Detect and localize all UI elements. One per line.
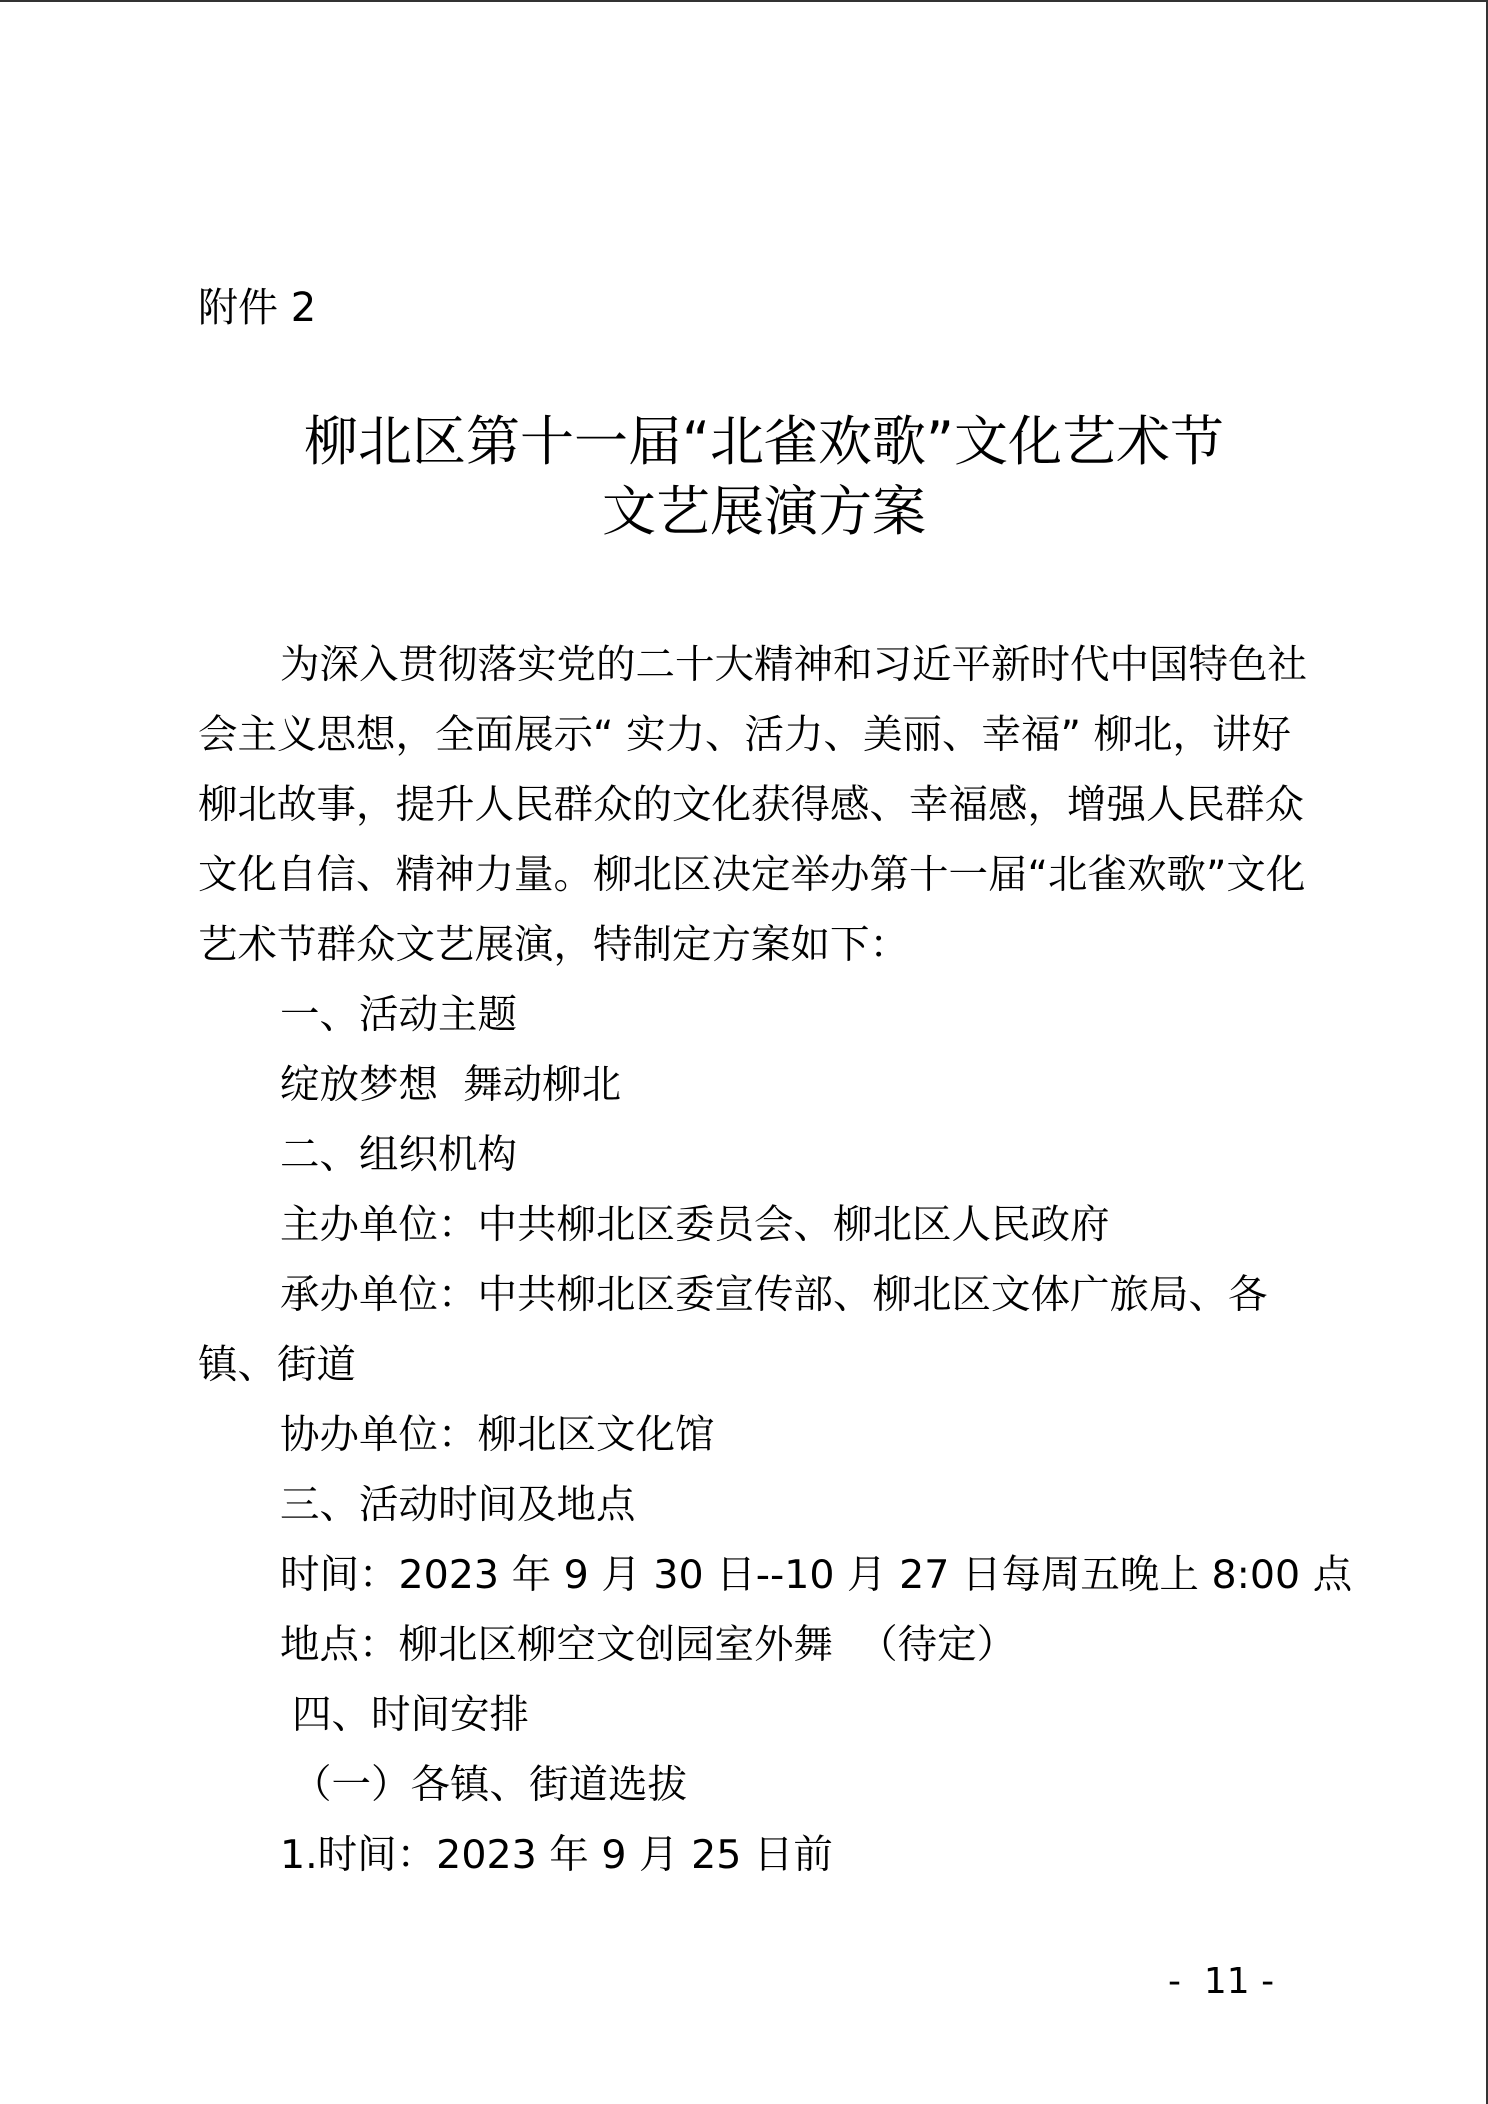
organizer-unit: 承办单位：中共柳北区委宣传部、柳北区文体广旅局、各镇、街道 (198, 1272, 1268, 1388)
document-body (198, 630, 1353, 1890)
intro-paragraph: 为深入贯彻落实党的二十大精神和习近平新时代中国特色社会主义思想，全面展示“ 实力、活力、美丽、幸福” 柳北，讲好柳北故事，提升人民群众的文化获得感、幸福感，增强人民群众文化自信、精神力量。柳北区决定举办第十一届“北雀欢歌”文化艺术节群众文艺展演，特制定方案如下： (198, 642, 1307, 968)
attachment-label: 附件 2 (198, 285, 317, 331)
document-title-line-2: 文艺展演方案 (602, 480, 926, 543)
event-time: 时间：2023 年 9 月 30 日--10 月 27 日每周五晚上 8:00 点 (280, 1552, 1353, 1598)
section-2-heading: 二、组织机构 (280, 1132, 517, 1178)
co-organizer-unit: 协办单位：柳北区文化馆 (280, 1412, 715, 1458)
section-1-heading: 一、活动主题 (280, 992, 517, 1038)
subsection-1-heading: （一）各镇、街道选拔 (292, 1762, 687, 1808)
subsection-1-time: 1.时间：2023 年 9 月 25 日前 (280, 1832, 833, 1878)
event-place: 地点：柳北区柳空文创园室外舞 （待定） (280, 1622, 1017, 1668)
document-title-line-1: 柳北区第十一届“北雀欢歌”文化艺术节 (304, 410, 1224, 473)
section-3-heading: 三、活动时间及地点 (280, 1482, 636, 1528)
section-4-heading: 四、时间安排 (292, 1692, 529, 1738)
activity-theme: 绽放梦想 舞动柳北 (280, 1062, 622, 1108)
host-unit: 主办单位：中共柳北区委员会、柳北区人民政府 (280, 1202, 1110, 1248)
page-number: - 11 - (1168, 1961, 1275, 2002)
